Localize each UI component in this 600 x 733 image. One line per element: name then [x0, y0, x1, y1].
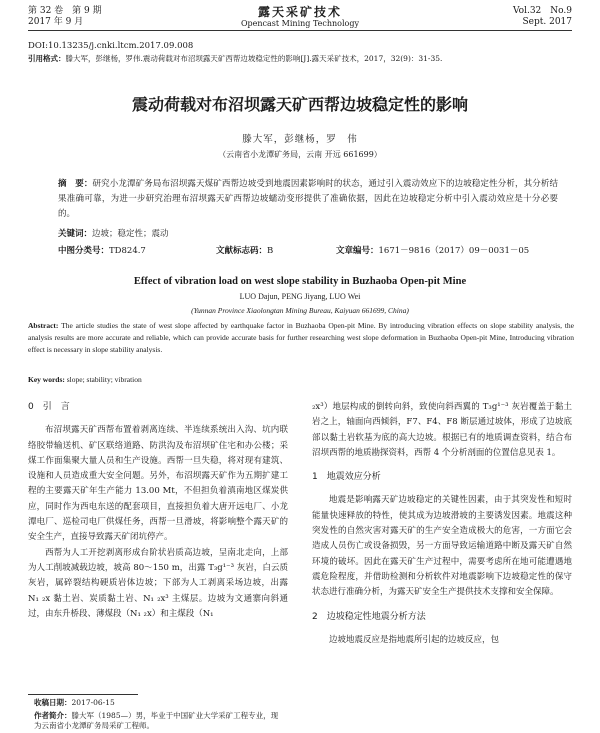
received-date: 2017-06-15 — [71, 698, 115, 707]
clc-number — [58, 245, 146, 257]
header-divider — [28, 30, 572, 31]
author-bio-label: 作者简介： — [34, 711, 72, 720]
footnote-divider — [28, 694, 138, 695]
abstract-cn-text: 研究小龙潭矿务局布沼坝露天煤矿西帮边坡受到地震因素影响时的状态，通过引入震动效应下的边坡稳定性分析，其分析结果准确可靠，为进一步研究治理布沼坝露天矿西帮边坡蠕动变形提供了准确依据，因此在边坡稳定分析中引入震动效应是十分必要的。 — [58, 179, 558, 219]
abstract-en-label: Abstract: — [28, 321, 59, 330]
body-column-right — [312, 400, 572, 648]
abstract-cn — [58, 177, 558, 222]
header-journal — [0, 6, 600, 29]
article-title: 震动荷载对布沼坝露天矿西帮边坡稳定性的影响 — [131, 95, 468, 114]
citation-text: 滕大军，彭继杨，罗伟.震动荷载对布沼坝露天矿西帮边坡稳定性的影响[J].露天采矿技术，2017，32(9)：31-35. — [65, 54, 443, 63]
citation-label: 引用格式： — [28, 54, 66, 63]
footnote-received — [34, 698, 284, 708]
section-2-paragraph-1: 边坡地震反应是指地震所引起的边坡反应，包 — [329, 634, 500, 645]
header-date-en: Sept. 2017 — [522, 17, 572, 27]
body-column-left — [28, 400, 288, 622]
section-1-heading: 1 地震效应分析 — [312, 472, 381, 483]
author-bio-text: 滕大军（1985—）男，毕业于中国矿业大学采矿工程专业，现为云南省小龙潭矿务局采矿工程师。 — [34, 711, 279, 730]
section-2-heading: 2 边坡稳定性地震分析方法 — [312, 611, 426, 622]
journal-name-cn: 露天采矿技术 — [257, 5, 342, 19]
section-0-paragraph-2-continued: ₂x³）地层构成的倒转向斜，致使向斜西翼的 T₃g¹⁻³ 灰岩覆盖于黏土岩之上，轴面向西倾斜，F7、F4、F8 断层通过坡体，形成了边坡底部以黏土岩软基为底的高大边坡。根据已有的地质调查资料，结合布沼坝西帮的地质勘探资料，西帮 4 个分析剖面的位置信息见表 1。 — [312, 402, 572, 458]
keywords-cn-text: 边坡；稳定性；震动 — [92, 229, 169, 239]
journal-name-en: Opencast Mining Technology — [240, 19, 360, 28]
keywords-cn-label: 关键词： — [58, 229, 93, 239]
keywords-en — [28, 374, 574, 385]
article-number — [336, 245, 529, 257]
section-0-paragraph-2: 西帮为人工开挖剥离形成台阶状岩质高边坡，呈南北走向，上部为人工削坡减载边坡，坡高 80～150 m，出露 T₃g¹⁻³ 灰岩，白云质灰岩，属碎裂结构硬质岩体边坡；下部为人工剥离采场边坡，出露 N₁ ₂x 黏土岩、炭质黏土岩、N₁ ₂x³ 主煤层。边坡为文通寨向斜通过，由东升桥段、薄煤段（N₁ ₂x）和主煤段（N₁ — [28, 547, 288, 619]
section-0-paragraph-1: 布沼坝露天矿西帮布置着剥离连续、半连续系统出入沟、坑内联络胶带输送机、矿区联络道路、防洪沟及布沼坝矿住宅和办公楼；采煤工作面集聚大量人员和生产设施。西帮一旦失稳，将对现有建筑、设施和人员造成重大安全问题。另外，布沼坝露天矿作为五期扩建工程的主要露天矿年生产能力 13.00 Mt，不但担负着滇南地区煤炭供应，同时作为西电东送的配套项目，直接担负着大唐开远电厂、小龙潭电厂、巡检司电厂供煤任务，西帮一旦滑坡，将影响整个露天矿的安全生产，直接导致露天矿闭坑停产。 — [28, 425, 288, 543]
keywords-cn — [58, 228, 558, 240]
header-volume-en: Vol.32 No.9 — [512, 6, 572, 16]
abstract-en — [28, 320, 574, 356]
section-1-paragraph-1: 地震是影响露天矿边坡稳定的关键性因素，由于其突发性和短时能量快速释放的特性，使其成为边坡滑坡的主要诱发因素。地震这种突发性的自然灾害对露天矿的生产安全造成极大的危害，一方面它会造成人员伤亡或设备损毁，另一方面导致运输道路中断及露天矿自然环境的破坏。因此在露天矿生产过程中，需要考虑所在地可能遭遇地震危险程度，并借助检测和分析软件对地震影响下边坡稳定性的保守状态进行准确分析，为露天矿安全生产提供技术支撑和安全保障。 — [312, 495, 572, 598]
received-label: 收稿日期： — [34, 698, 72, 707]
keywords-en-text: slope; stability; vibration — [66, 375, 142, 384]
header-date: 2017 年 9 月 — [28, 17, 84, 27]
article-title-en: Effect of vibration load on west slope stability in Buzhaoba Open-pit Mine — [133, 276, 467, 287]
article-number-value: 1671－9816（2017）09－0031－05 — [378, 246, 530, 256]
citation — [28, 54, 578, 64]
article-affiliation: （云南省小龙潭矿务局，云南 开远 661699） — [218, 150, 382, 159]
article-number-label: 文章编号： — [336, 246, 379, 256]
article-authors-en: LUO Dajun, PENG Jiyang, LUO Wei — [239, 292, 361, 301]
keywords-en-label: Key words: — [28, 375, 65, 384]
article-affiliation-en: (Yunnan Province Xiaolongtan Mining Bureau, Kaiyuan 661699, China) — [191, 306, 409, 315]
doc-code-value: B — [267, 246, 274, 256]
section-0-heading: 0 引 言 — [28, 402, 70, 412]
header-volume-info-en — [513, 6, 572, 28]
abstract-en-text: The article studies the state of west slope affected by earthquake factor in Buzhaoba Open-pit Mine. By introducing vibration effects on slope stability analysis, the analysis results are more accurate and reliable, which can provide accurate basis for further researching west slope deformation in Buzhaoba Open-pit Mine, Introducing vibration effect is necessary in slope stability analysis. — [28, 321, 574, 354]
doi: DOI:10.13235/j.cnki.ltcm.2017.09.008 — [28, 41, 194, 51]
doc-code-label: 文献标志码： — [216, 246, 268, 256]
document-code — [216, 245, 273, 257]
clc-value: TD824.7 — [109, 246, 146, 256]
article-authors: 滕大军，彭继杨，罗 伟 — [242, 134, 358, 145]
header-volume: 第 32 卷 第 9 期 — [28, 6, 102, 16]
clc-label: 中图分类号： — [58, 246, 110, 256]
footnote-author — [34, 711, 284, 733]
abstract-cn-label: 摘 要： — [58, 179, 93, 189]
